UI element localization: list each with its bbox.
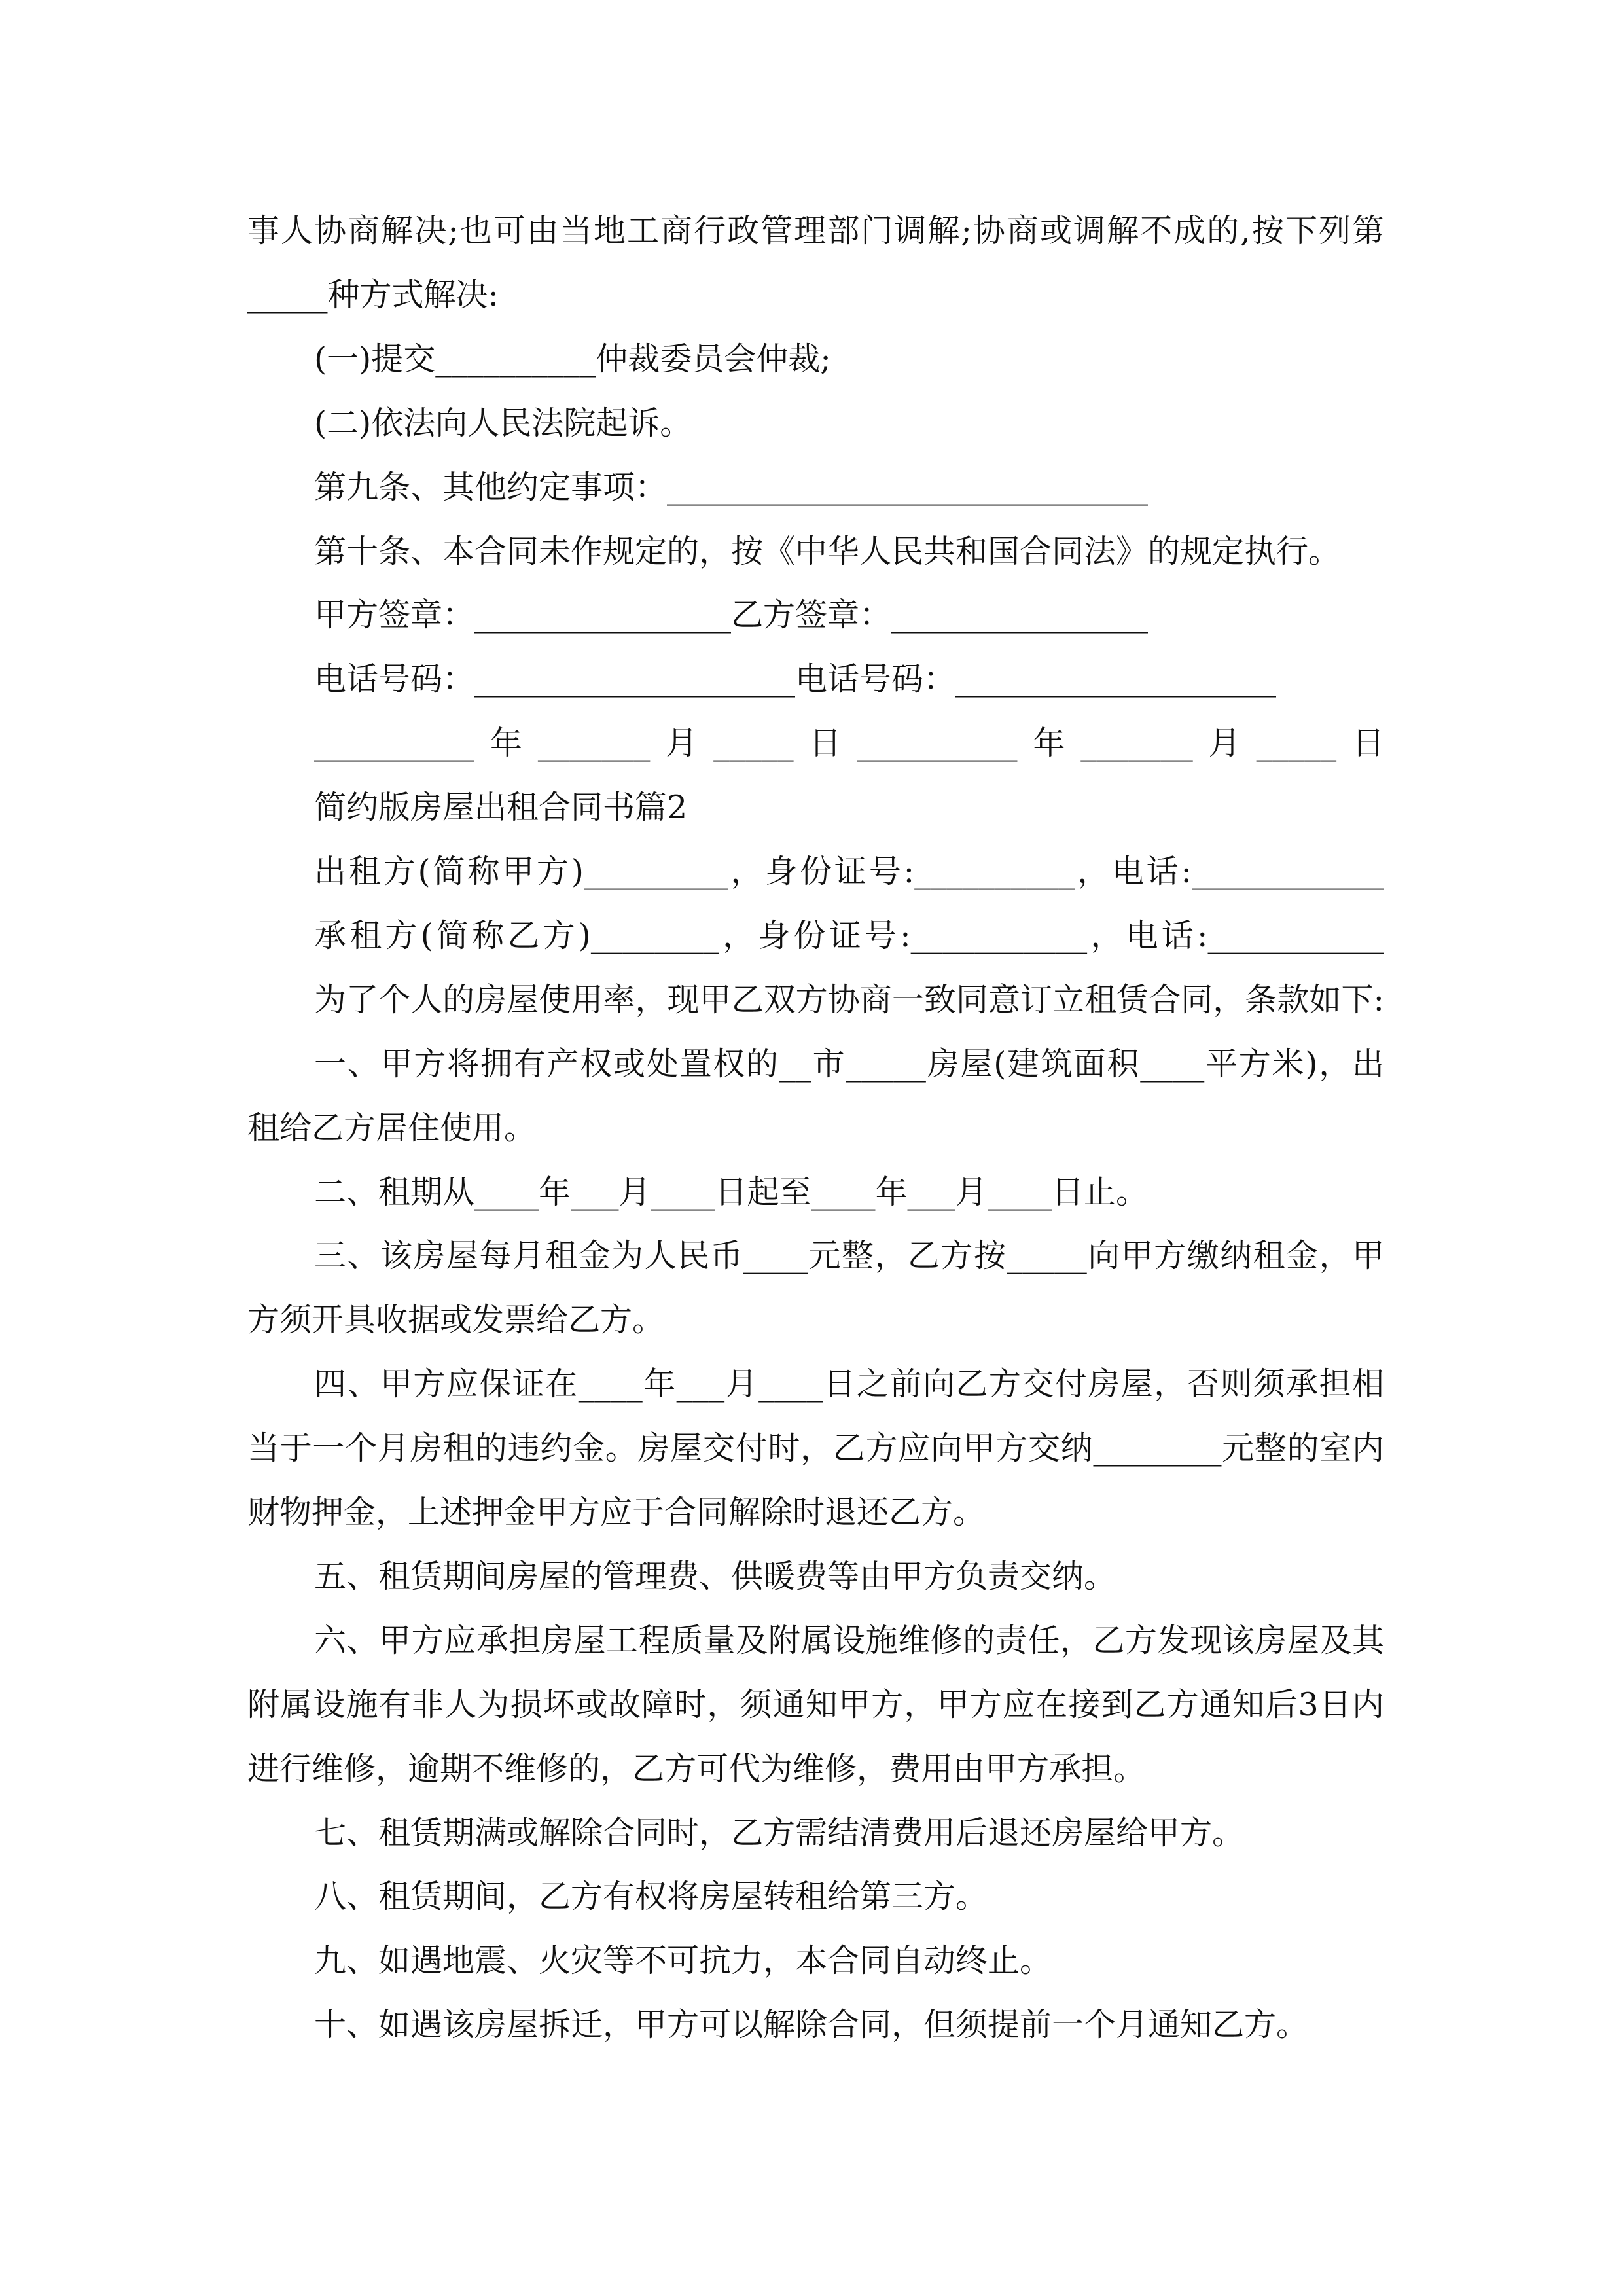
text-line: (二)依法向人民法院起诉。	[314, 404, 692, 442]
text-line: _____种方式解决:	[247, 276, 499, 314]
text-line: 简约版房屋出租合同书篇2	[314, 789, 688, 826]
text-line: 出租方(简称甲方)_________，身份证号:__________，电话:____________	[314, 853, 1384, 890]
text-line: 二、租期从____年___月____日起至____年___月____日止。	[314, 1174, 1149, 1211]
text-line: 为了个人的房屋使用率，现甲乙双方协商一致同意订立租赁合同，条款如下:	[314, 981, 1384, 1018]
text-line: 财物押金，上述押金甲方应于合同解除时退还乙方。	[247, 1494, 986, 1531]
text-line: 六、甲方应承担房屋工程质量及附属设施维修的责任，乙方发现该房屋及其	[314, 1622, 1384, 1659]
text-line: 四、甲方应保证在____年___月____日之前向乙方交付房屋，否则须承担相	[314, 1365, 1384, 1403]
text-line: 八、租赁期间，乙方有权将房屋转租给第三方。	[314, 1878, 988, 1915]
text-line: 附属设施有非人为损坏或故障时，须通知甲方，甲方应在接到乙方通知后3日内	[247, 1686, 1384, 1723]
text-line: 电话号码：____________________电话号码：____________________	[314, 660, 1277, 698]
text-line: 三、该房屋每月租金为人民币____元整，乙方按_____向甲方缴纳租金，甲	[314, 1237, 1384, 1274]
text-line: 进行维修，逾期不维修的，乙方可代为维修，费用由甲方承担。	[247, 1750, 1146, 1787]
text-line: 事人协商解决;也可由当地工商行政管理部门调解;协商或调解不成的,按下列第	[247, 212, 1384, 249]
text-line: 十、如遇该房屋拆迁，甲方可以解除合同，但须提前一个月通知乙方。	[314, 2006, 1309, 2043]
text-line: 九、如遇地震、火灾等不可抗力，本合同自动终止。	[314, 1942, 1052, 1979]
text-line: 当于一个月房租的违约金。房屋交付时，乙方应向甲方交纳________元整的室内	[247, 1429, 1384, 1467]
text-line: 租给乙方居住使用。	[247, 1109, 537, 1147]
text-line: 第九条、其他约定事项：______________________________	[314, 469, 1149, 506]
text-line: 方须开具收据或发票给乙方。	[247, 1301, 665, 1338]
text-line: 七、租赁期满或解除合同时，乙方需结清费用后退还房屋给甲方。	[314, 1814, 1245, 1852]
text-line: 第十条、本合同未作规定的，按《中华人民共和国合同法》的规定执行。	[314, 533, 1341, 570]
text-line: 五、租赁期间房屋的管理费、供暖费等由甲方负责交纳。	[314, 1558, 1116, 1595]
text-line: __________年_______月_____日__________年_______月_____日	[314, 725, 1385, 762]
text-line: 一、甲方将拥有产权或处置权的__市_____房屋(建筑面积____平方米)，出	[314, 1045, 1384, 1083]
text-line: 甲方签章：________________乙方签章：________________	[314, 596, 1149, 634]
text-line: 承租方(简称乙方)________，身份证号:___________，电话:___________	[314, 917, 1384, 954]
text-line: (一)提交__________仲裁委员会仲裁;	[314, 340, 831, 378]
